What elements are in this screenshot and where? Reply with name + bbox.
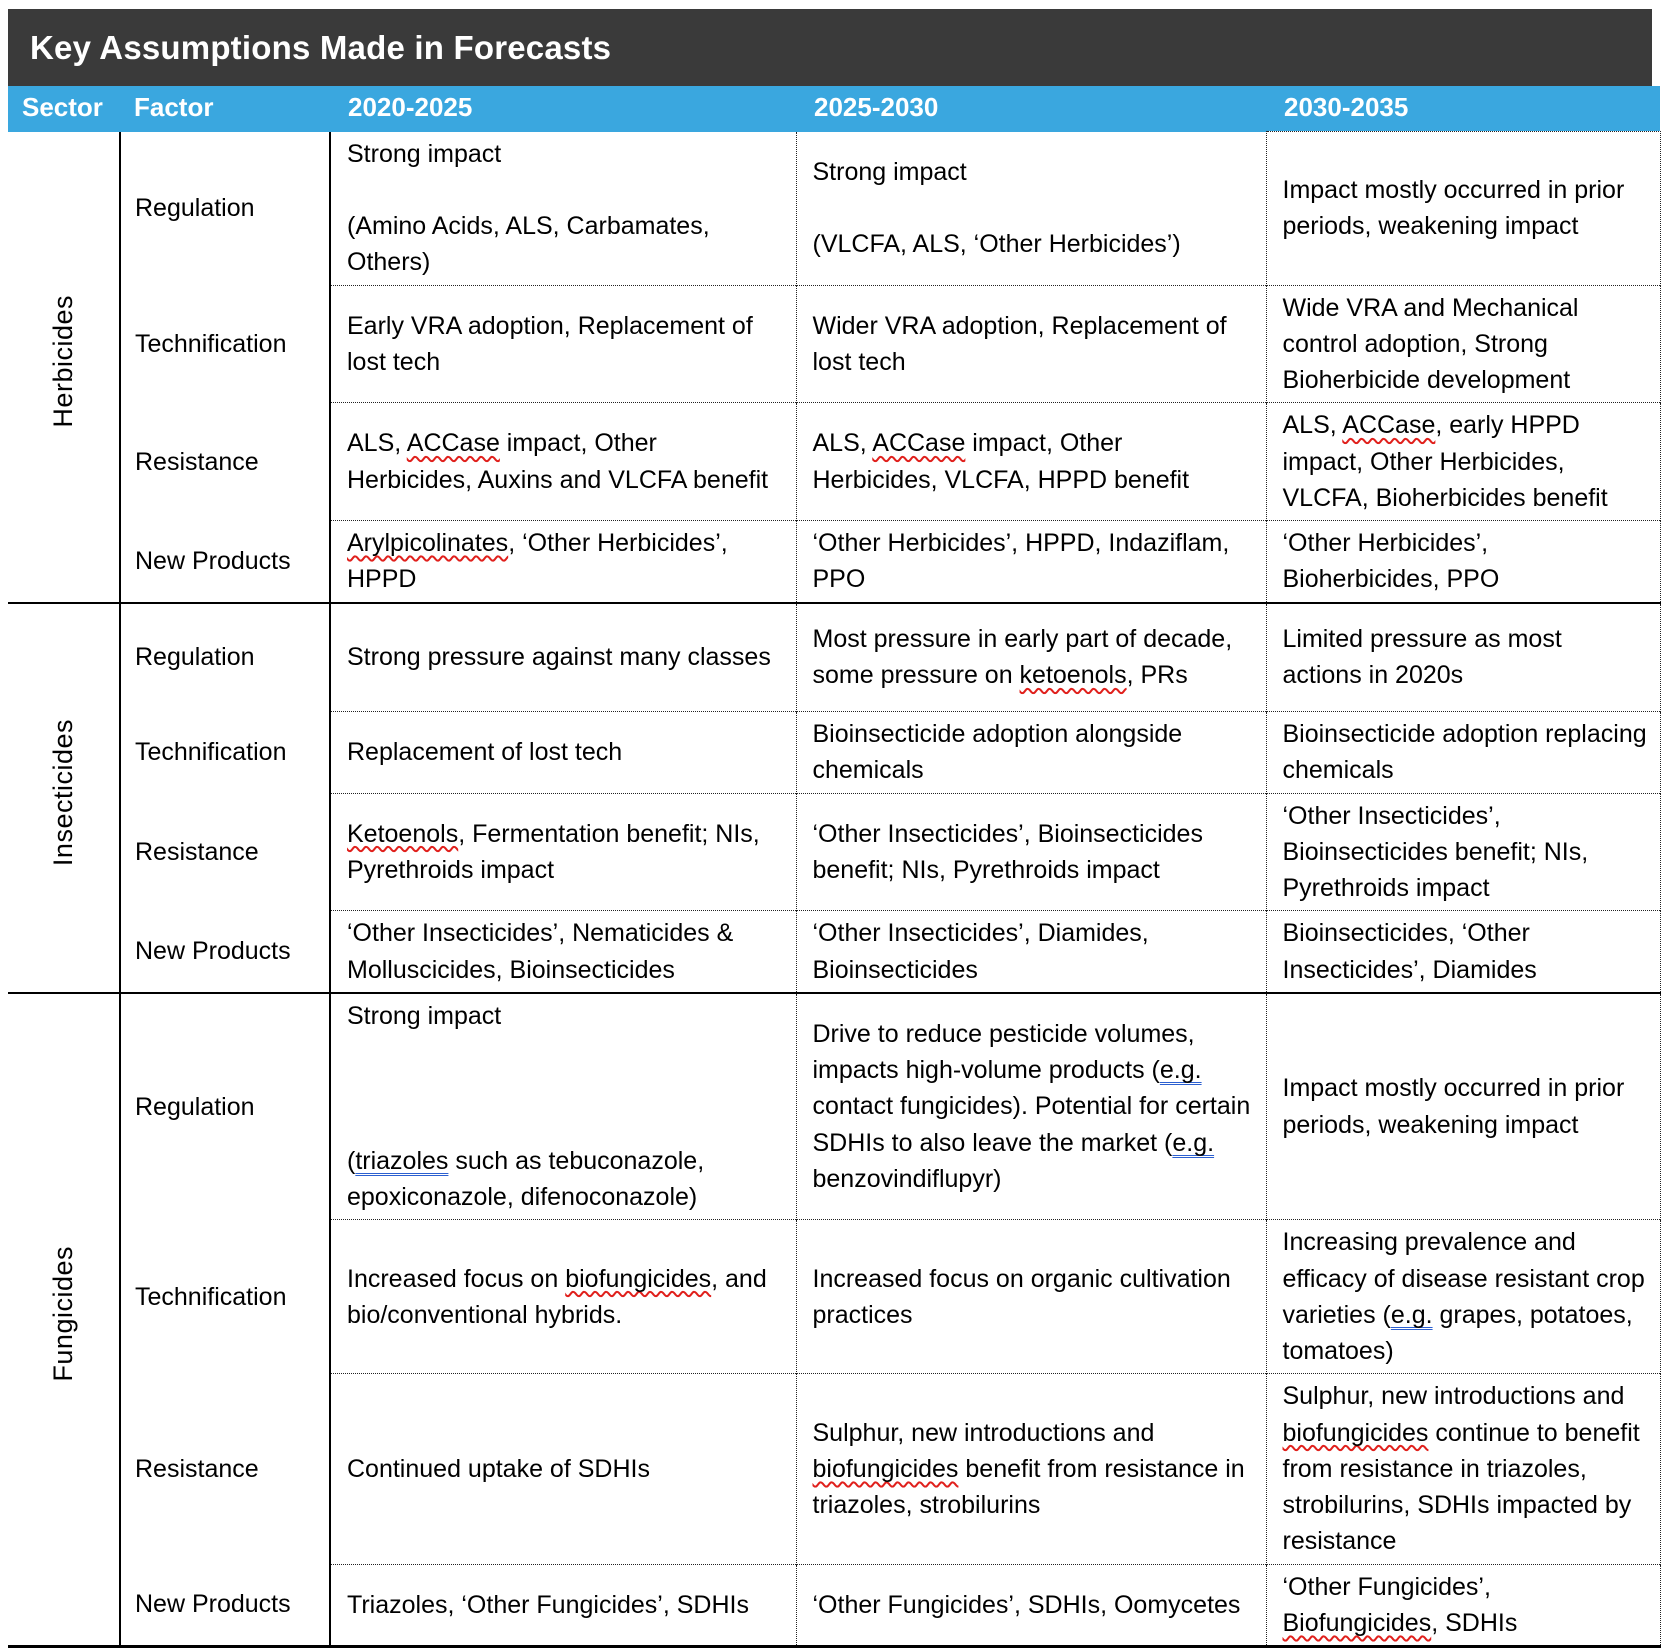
column-header-2025-2030: 2025-2030 — [796, 86, 1266, 132]
assumption-cell — [1266, 603, 1660, 712]
text-run: ALS, — [812, 429, 873, 458]
text-run: benzovindiflupyr) — [812, 1164, 1002, 1193]
assumption-cell — [1266, 285, 1660, 403]
text-run: ALS, — [1282, 411, 1343, 440]
assumption-cell — [796, 993, 1266, 1220]
assumption-cell — [796, 603, 1266, 712]
text-run: ‘Other Herbicides’, HPPD, Indaziflam, PPO — [812, 529, 1230, 594]
column-header-2020-2025: 2020-2025 — [330, 86, 796, 132]
column-header-factor: Factor — [120, 86, 330, 132]
factor-cell — [120, 911, 330, 993]
factor-label: Technification — [135, 738, 287, 767]
text-run: Impact mostly occurred in prior periods, weakening impact — [1282, 176, 1625, 241]
text-run: Impact mostly occurred in prior periods, weakening impact — [1282, 1074, 1625, 1139]
text-run: Strong impact — [347, 139, 502, 168]
text-run: , Fermentation benefit; NIs, Pyrethroids impact — [347, 819, 760, 884]
factor-label: New Products — [135, 937, 291, 966]
factor-label: New Products — [135, 546, 291, 575]
assumption-cell — [796, 132, 1266, 286]
table-row — [8, 1374, 1660, 1564]
table-row — [8, 132, 1660, 286]
text-run: impact, Other Herbicides, Auxins and VLCFA benefit — [347, 429, 769, 494]
factor-label: New Products — [135, 1590, 291, 1619]
table-row — [8, 403, 1660, 521]
assumption-cell — [1266, 403, 1660, 521]
text-run: Strong impact — [347, 1001, 502, 1030]
assumption-cell — [330, 712, 796, 794]
text-run: Bioinsecticide adoption alongside chemicals — [812, 720, 1183, 785]
assumption-cell — [1266, 1374, 1660, 1564]
assumption-cell — [796, 1374, 1266, 1564]
text-run: contact fungicides). Potential for certain SDHIs to also leave the market ( — [812, 1092, 1251, 1157]
assumption-cell — [330, 603, 796, 712]
text-run: Bioinsecticide adoption replacing chemicals — [1282, 720, 1647, 785]
text-run: Bioinsecticides, ‘Other Insecticides’, Diamides — [1282, 919, 1537, 984]
spellcheck-underlined-text: ACCase — [406, 429, 500, 458]
text-run: , ‘Other Herbicides’, HPPD — [347, 529, 728, 594]
factor-label: Resistance — [135, 837, 259, 866]
table-row — [8, 793, 1660, 911]
column-header-sector: Sector — [8, 86, 120, 132]
sector-label: Insecticides — [47, 718, 78, 867]
table-row — [8, 285, 1660, 403]
text-run: Continued uptake of SDHIs — [347, 1454, 650, 1483]
text-run: Most pressure in early part of decade, some pressure on — [812, 625, 1233, 690]
factor-label: Technification — [135, 1282, 287, 1311]
assumption-cell — [796, 521, 1266, 603]
factor-label: Regulation — [135, 1092, 255, 1121]
header-row — [8, 86, 1660, 132]
table-body — [8, 132, 1660, 1647]
text-run: Increasing prevalence and efficacy of disease resistant crop varieties ( — [1282, 1228, 1645, 1329]
text-run: continue to benefit from resistance in triazoles, strobilurins, SDHIs impacted by resistance — [1282, 1418, 1640, 1556]
assumption-cell — [330, 403, 796, 521]
table-title: Key Assumptions Made in Forecasts — [8, 9, 1652, 86]
assumption-cell — [330, 993, 796, 1220]
table-row — [8, 712, 1660, 794]
assumption-cell — [796, 1564, 1266, 1647]
text-run: (Amino Acids, ALS, Carbamates, Others) — [347, 212, 710, 277]
text-run: impact, Other Herbicides, VLCFA, HPPD benefit — [812, 429, 1190, 494]
assumption-cell — [796, 712, 1266, 794]
assumption-cell — [1266, 1564, 1660, 1647]
table-row — [8, 603, 1660, 712]
text-run: ‘Other Insecticides’, Bioinsecticides benefit; NIs, Pyrethroids impact — [812, 819, 1203, 884]
factor-cell — [120, 285, 330, 403]
spellcheck-underlined-text: Biofungicides — [1282, 1608, 1432, 1637]
assumption-cell — [330, 911, 796, 993]
spellcheck-underlined-text: biofungicides — [565, 1264, 712, 1293]
assumption-cell — [1266, 132, 1660, 286]
table-row — [8, 911, 1660, 993]
text-run: Early VRA adoption, Replacement of lost tech — [347, 311, 753, 376]
factor-cell — [120, 132, 330, 286]
assumption-cell — [796, 1220, 1266, 1374]
table-row — [8, 1564, 1660, 1647]
text-run: ‘Other Insecticides’, Nematicides & Molluscicides, Bioinsecticides — [347, 919, 734, 984]
assumption-cell — [330, 521, 796, 603]
text-run: Triazoles, ‘Other Fungicides’, SDHIs — [347, 1590, 749, 1619]
text-run: , early HPPD impact, Other Herbicides, VLCFA, Bioherbicides benefit — [1282, 411, 1608, 512]
spellcheck-underlined-text: ketoenols — [1019, 661, 1127, 690]
sector-label: Herbicides — [47, 295, 78, 428]
factor-cell — [120, 712, 330, 794]
assumption-cell — [1266, 993, 1660, 1220]
assumption-cell — [330, 285, 796, 403]
sector-label: Fungicides — [47, 1246, 78, 1383]
grammar-underlined-text: e.g. — [1159, 1056, 1202, 1085]
text-run: ( — [347, 1146, 356, 1175]
text-run: ‘Other Fungicides’, — [1282, 1572, 1491, 1601]
text-run: Strong pressure against many classes — [347, 643, 771, 672]
assumption-cell — [330, 1220, 796, 1374]
assumption-cell — [1266, 712, 1660, 794]
factor-label: Resistance — [135, 1454, 259, 1483]
text-run: benefit from resistance in triazoles, strobilurins — [812, 1454, 1245, 1519]
text-run: Sulphur, new introductions and — [1282, 1382, 1625, 1411]
assumptions-table — [8, 86, 1661, 1648]
assumption-cell — [330, 793, 796, 911]
text-run: grapes, potatoes, tomatoes) — [1282, 1300, 1633, 1365]
spellcheck-underlined-text: ACCase — [1342, 411, 1436, 440]
factor-cell — [120, 1374, 330, 1564]
assumption-cell — [1266, 1220, 1660, 1374]
text-run: ‘Other Herbicides’, Bioherbicides, PPO — [1282, 529, 1500, 594]
table-row — [8, 521, 1660, 603]
sector-cell-fungicides — [8, 993, 120, 1647]
assumption-cell — [330, 1374, 796, 1564]
grammar-underlined-text: e.g. — [1390, 1300, 1433, 1329]
sector-cell-herbicides — [8, 132, 120, 603]
text-run: , SDHIs — [1431, 1608, 1518, 1637]
factor-label: Regulation — [135, 643, 255, 672]
text-run: ‘Other Fungicides’, SDHIs, Oomycetes — [812, 1590, 1241, 1619]
factor-cell — [120, 793, 330, 911]
factor-label: Technification — [135, 329, 287, 358]
text-run: Wider VRA adoption, Replacement of lost tech — [812, 311, 1227, 376]
assumption-cell — [796, 793, 1266, 911]
factor-cell — [120, 521, 330, 603]
spellcheck-underlined-text: ACCase — [872, 429, 966, 458]
text-run: (VLCFA, ALS, ‘Other Herbicides’) — [812, 230, 1181, 259]
factor-cell — [120, 993, 330, 1220]
spellcheck-underlined-text: Ketoenols — [347, 819, 459, 848]
column-header-2030-2035: 2030-2035 — [1266, 86, 1660, 132]
factor-label: Resistance — [135, 447, 259, 476]
spellcheck-underlined-text: biofungicides — [812, 1454, 959, 1483]
text-run: ‘Other Insecticides’, Diamides, Bioinsecticides — [812, 919, 1149, 984]
table-row — [8, 1220, 1660, 1374]
grammar-underlined-text: triazoles — [355, 1146, 449, 1175]
spellcheck-underlined-text: biofungicides — [1282, 1418, 1429, 1447]
assumption-cell — [1266, 793, 1660, 911]
slide-table-container — [8, 9, 1652, 1648]
text-run: , PRs — [1126, 661, 1188, 690]
assumption-cell — [796, 403, 1266, 521]
factor-cell — [120, 603, 330, 712]
table-row — [8, 993, 1660, 1220]
text-run: ALS, — [347, 429, 407, 458]
factor-cell — [120, 1220, 330, 1374]
assumption-cell — [330, 1564, 796, 1647]
text-run: Sulphur, new introductions and — [812, 1418, 1155, 1447]
text-run: Increased focus on organic cultivation practices — [812, 1264, 1231, 1329]
factor-cell — [120, 403, 330, 521]
grammar-underlined-text: e.g. — [1172, 1128, 1215, 1157]
assumption-cell — [1266, 911, 1660, 993]
text-run: Drive to reduce pesticide volumes, impacts high-volume products ( — [812, 1019, 1195, 1085]
spellcheck-underlined-text: Arylpicolinates — [347, 529, 509, 557]
factor-label: Regulation — [135, 194, 255, 223]
text-run: Replacement of lost tech — [347, 738, 623, 767]
assumption-cell — [796, 285, 1266, 403]
factor-cell — [120, 1564, 330, 1647]
text-run: such as tebuconazole, epoxiconazole, difenoconazole) — [347, 1146, 705, 1211]
text-run: Increased focus on — [347, 1264, 566, 1293]
assumption-cell — [796, 911, 1266, 993]
text-run: Strong impact — [812, 157, 967, 186]
text-run: , and bio/conventional hybrids. — [347, 1264, 767, 1329]
text-run: Wide VRA and Mechanical control adoption, Strong Bioherbicide development — [1282, 293, 1579, 394]
assumption-cell — [330, 132, 796, 286]
text-run: Limited pressure as most actions in 2020s — [1282, 625, 1562, 690]
sector-cell-insecticides — [8, 603, 120, 993]
assumption-cell — [1266, 521, 1660, 603]
text-run: ‘Other Insecticides’, Bioinsecticides benefit; NIs, Pyrethroids impact — [1282, 801, 1589, 902]
